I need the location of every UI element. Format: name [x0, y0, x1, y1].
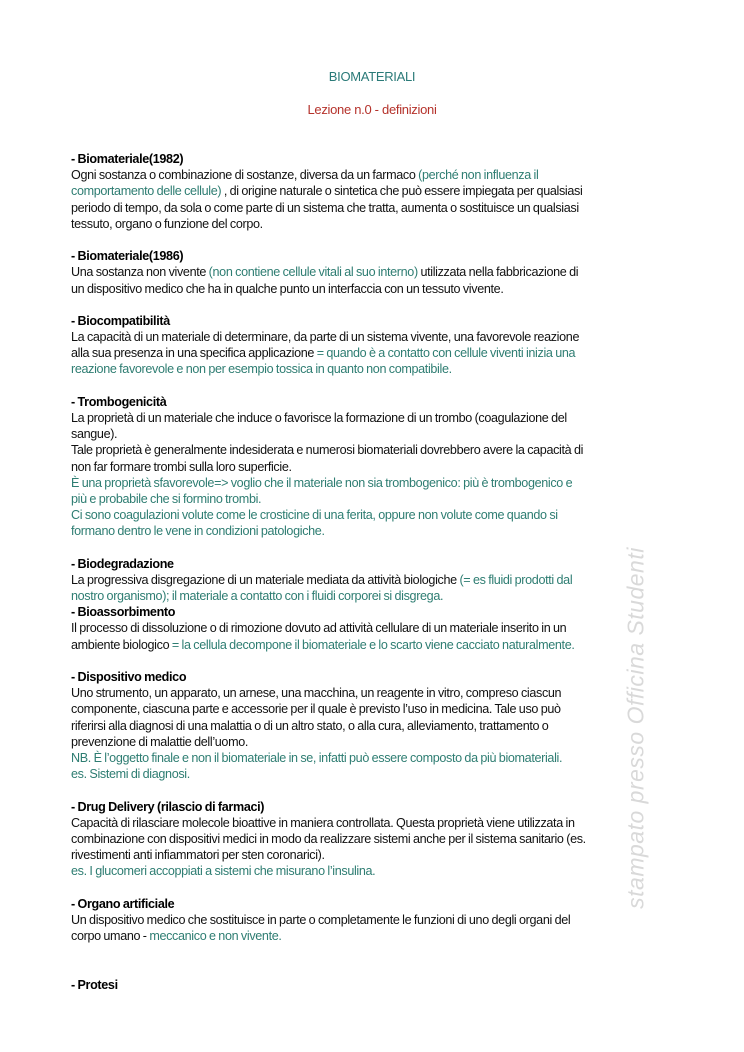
body-text: componente, ciascuna parte e accessorie per il quale è previsto l’uso in medicina. Tale uso può [71, 702, 561, 717]
text-line [71, 718, 671, 734]
text-line [71, 701, 671, 717]
heading-text: - Organo artificiale [71, 896, 175, 911]
body-text: La proprietà di un materiale che induce o favorisce la formazione di un trombo (coagulazione del [71, 411, 567, 425]
note-text: comportamento delle cellule) [71, 184, 222, 199]
text-line [71, 863, 671, 879]
note-text: (non contiene cellule vitali al suo interno) [208, 265, 418, 280]
text-line [71, 361, 671, 377]
text-line [71, 620, 671, 636]
note-text: es. I glucomeri accoppiati a sistemi che misurano l’insulina. [71, 864, 376, 879]
text-line [71, 572, 671, 588]
body-text: La capacità di un materiale di determinare, da parte di un sistema vivente, una favorevole reazione [71, 330, 580, 345]
body-text: rivestimenti anti infiammatori per sten coronarici). [71, 848, 325, 863]
text-line [71, 637, 671, 653]
heading-text: - Protesi [71, 977, 118, 992]
body-text: tessuto, organo o funzione del corpo. [71, 216, 263, 231]
heading-text: - Biocompatibilità [71, 313, 170, 328]
text-line [71, 426, 671, 442]
text-line [71, 216, 671, 232]
section-heading [71, 248, 671, 264]
text-line [71, 815, 671, 831]
body-text: Tale proprietà è generalmente indesiderata e numerosi biomateriali dovrebbero avere la capacità di [71, 443, 584, 458]
note-text: reazione favorevole e non per esempio tossica in quanto non compatibile. [71, 362, 452, 377]
body-text: Il processo di dissoluzione o di rimozione dovuto ad attività cellulare di un materiale inserito in un [71, 621, 567, 636]
body-text: Un dispositivo medico che sostituisce in parte o completamente le funzioni di uno degli organi del [71, 912, 571, 927]
text-line [71, 183, 671, 199]
section-heading [71, 977, 671, 993]
body-text: periodo di tempo, da sola o come parte di un sistema che tratta, aumenta o sostituisce un qualsiasi [71, 200, 579, 215]
text-line [71, 540, 671, 556]
note-text: Ci sono coagulazioni volute come le crosticine di una ferita, oppure non volute come quando si [71, 508, 558, 523]
heading-text: - Bioassorbimento [71, 605, 176, 620]
section-heading [71, 151, 671, 167]
heading-text: - Biodegradazione [71, 556, 174, 571]
text-line [71, 507, 671, 523]
document-body [71, 151, 671, 993]
document-title: BIOMATERIALI [328, 69, 416, 84]
body-text: Capacità di rilasciare molecole bioattive in maniera controllata. Questa proprietà viene utilizzata in [71, 815, 575, 830]
section-heading [71, 394, 671, 410]
text-line [71, 345, 671, 361]
note-text: più e probabile che si formino trombi. [71, 491, 262, 506]
section-heading [71, 896, 671, 912]
text-line [71, 960, 671, 976]
note-text: es. Sistemi di diagnosi. [71, 767, 190, 782]
note-text: (perché non influenza il [418, 168, 539, 183]
heading-text: - Biomateriale(1982) [71, 152, 184, 166]
section-heading [71, 556, 671, 572]
heading-text: - Biomateriale(1986) [71, 249, 184, 264]
heading-text: - Dispositivo medico [71, 670, 187, 684]
body-text: combinazione con dispositivi medici in modo da realizzare sistemi anche per il sistema sanitario (es. [71, 831, 586, 846]
text-line [71, 831, 671, 847]
text-line [71, 523, 671, 539]
text-line [71, 734, 671, 750]
section-heading [71, 604, 671, 620]
note-text: meccanico e non vivente. [149, 929, 282, 943]
text-line [71, 167, 671, 183]
body-text: , di origine naturale o sintetica che può essere impiegata per qualsiasi [221, 184, 583, 199]
text-line [71, 281, 671, 297]
note-text: È una proprietà sfavorevole=> voglio che il materiale non sia trombogenico: più è trombogenico e [71, 475, 573, 490]
note-text: nostro organismo); il materiale a contatto con i fluidi corporei si disgrega. [71, 589, 444, 604]
section-heading [71, 313, 671, 329]
text-line [71, 588, 671, 604]
body-text: La progressiva disgregazione di un materiale mediata da attività biologiche [71, 572, 460, 587]
body-text: ambiente biologico [71, 637, 172, 652]
body-text: un dispositivo medico che ha in qualche punto un interfaccia con un tessuto vivente. [71, 281, 504, 296]
body-text: utilizzata nella fabbricazione di [417, 265, 579, 280]
lesson-subtitle: Lezione n.0 - definizioni [307, 102, 437, 117]
section-heading [71, 669, 671, 685]
body-text: riferirsi alla diagnosi di una malattia o di un altro stato, o alla cura, alleviamento, trattamento o [71, 718, 549, 733]
body-text: non far formare trombi sulla loro superficie. [71, 459, 292, 474]
heading-text: - Trombogenicità [71, 394, 167, 409]
body-text: corpo umano - [71, 929, 150, 943]
note-text: = quando è a contatto con cellule viventi inizia una [316, 346, 576, 361]
body-text: Una sostanza non vivente [71, 265, 209, 280]
text-line [71, 912, 671, 928]
section-heading [71, 799, 671, 815]
text-line [71, 264, 671, 280]
body-text: Ogni sostanza o combinazione di sostanze, diversa da un farmaco [71, 168, 419, 183]
text-line [71, 847, 671, 863]
text-line [71, 459, 671, 475]
text-line [71, 944, 671, 960]
note-text: formano dentro le vene in condizioni patologiche. [71, 524, 325, 539]
note-text: (= es fluidi prodotti dal [459, 572, 573, 587]
body-text: prevenzione di malattie dell’uomo. [71, 734, 249, 749]
body-text: alla sua presenza in una specifica applicazione [71, 346, 317, 361]
text-line [71, 653, 671, 669]
text-line [71, 879, 671, 895]
text-line [71, 200, 671, 216]
text-line [71, 782, 671, 798]
text-line [71, 232, 671, 248]
text-line [71, 766, 671, 782]
text-line [71, 475, 671, 491]
text-line [71, 685, 671, 701]
heading-text: - Drug Delivery (rilascio di farmaci) [71, 799, 265, 814]
text-line [71, 297, 671, 313]
text-line [71, 410, 671, 426]
note-text: NB. È l’oggetto finale e non il biomateriale in se, infatti può essere composto da più biomateriali. [71, 750, 563, 765]
body-text: sangue). [71, 427, 118, 442]
note-text: = la cellula decompone il biomateriale e lo scarto viene cacciato naturalmente. [171, 637, 575, 652]
text-line [71, 378, 671, 394]
watermark: stampato presso Officina Studenti [622, 547, 649, 909]
body-text: Uno strumento, un apparato, un arnese, una macchina, un reagente in vitro, compreso ciascun [71, 686, 562, 701]
text-line [71, 750, 671, 766]
text-line [71, 491, 671, 507]
text-line [71, 928, 671, 944]
text-line [71, 442, 671, 458]
text-line [71, 329, 671, 345]
